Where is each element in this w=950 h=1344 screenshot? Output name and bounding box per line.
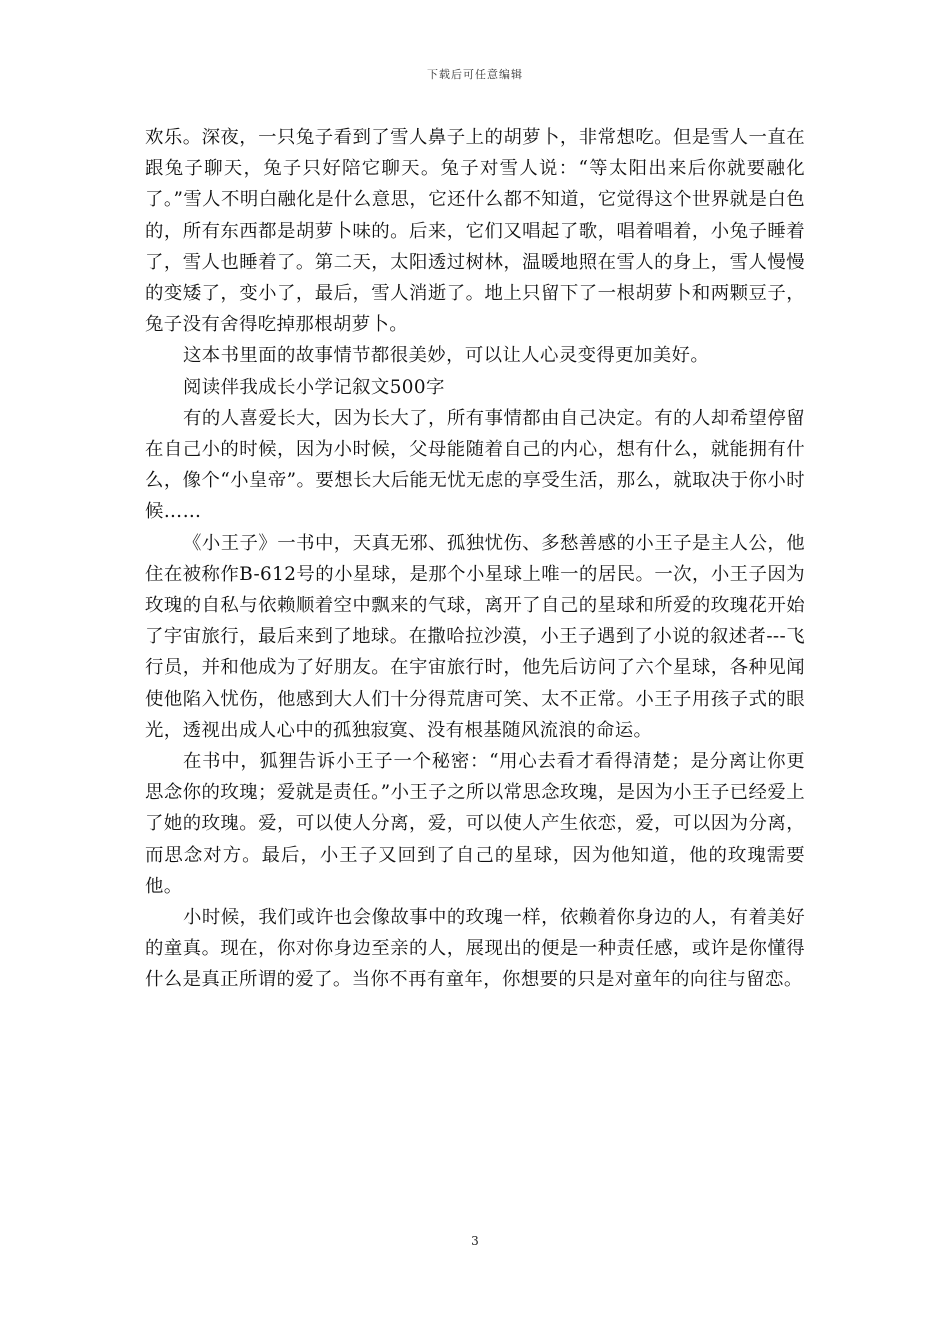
- document-body: [145, 122, 805, 996]
- paragraph-fox-secret: 在书中，狐狸告诉小王子一个秘密：“用心去看才看得清楚；是分离让你更思念你的玫瑰；爱就是责任。”小王子之所以常思念玫瑰，是因为小王子已经爱上了她的玫瑰。爱，可以使人分离，爱，可以使人产生依恋，爱，可以因为分离，而思念对方。最后，小王子又回到了自己的星球，因为他知道，他的玫瑰需要他。: [145, 751, 805, 897]
- paragraph-snowman-story: 欢乐。深夜，一只兔子看到了雪人鼻子上的胡萝卜，非常想吃。但是雪人一直在跟兔子聊天，兔子只好陪它聊天。兔子对雪人说：“等太阳出来后你就要融化了。”雪人不明白融化是什么意思，它还什么都不知道，它觉得这个世界就是白色的，所有东西都是胡萝卜味的。后来，它们又唱起了歌，唱着唱着，小兔子睡着了，雪人也睡着了。第二天，太阳透过树林，温暖地照在雪人的身上，雪人慢慢的变矮了，变小了，最后，雪人消逝了。地上只留下了一根胡萝卜和两颗豆子，兔子没有舍得吃掉那根胡萝卜。: [145, 127, 805, 336]
- page-number: 3: [471, 1234, 479, 1248]
- paragraph-childhood: 小时候，我们或许也会像故事中的玫瑰一样，依赖着你身边的人，有着美好的童真。现在，你对你身边至亲的人，展现出的便是一种责任感，或许是你懂得什么是真正所谓的爱了。当你不再有童年，你想要的只是对童年的向往与留恋。: [145, 907, 805, 991]
- paragraph-little-prince: 《小王子》一书中，天真无邪、孤独忧伤、多愁善感的小王子是主人公，他住在被称作B-612号的小星球，是那个小星球上唯一的居民。一次，小王子因为玫瑰的自私与依赖顺着空中飘来的气球，离开了自己的星球和所爱的玫瑰花开始了宇宙旅行，最后来到了地球。在撒哈拉沙漠，小王子遇到了小说的叙述者---飞行员，并和他成为了好朋友。在宇宙旅行时，他先后访问了六个星球，各种见闻使他陷入忧伤，他感到大人们十分得荒唐可笑、太不正常。小王子用孩子式的眼光，透视出成人心中的孤独寂寞、没有根基随风流浪的命运。: [145, 532, 805, 741]
- essay-title: 阅读伴我成长小学记叙文500字: [183, 376, 445, 398]
- paragraph-book-summary: 这本书里面的故事情节都很美妙，可以让人心灵变得更加美好。: [183, 345, 710, 367]
- page-header: 下载后可任意编辑: [427, 68, 523, 81]
- paragraph-growing-up: 有的人喜爱长大，因为长大了，所有事情都由自己决定。有的人却希望停留在自己小的时候，因为小时候，父母能随着自己的内心，想有什么，就能拥有什么，像个“小皇帝”。要想长大后能无忧无虑的享受生活，那么，就取决于你小时候……: [145, 407, 805, 523]
